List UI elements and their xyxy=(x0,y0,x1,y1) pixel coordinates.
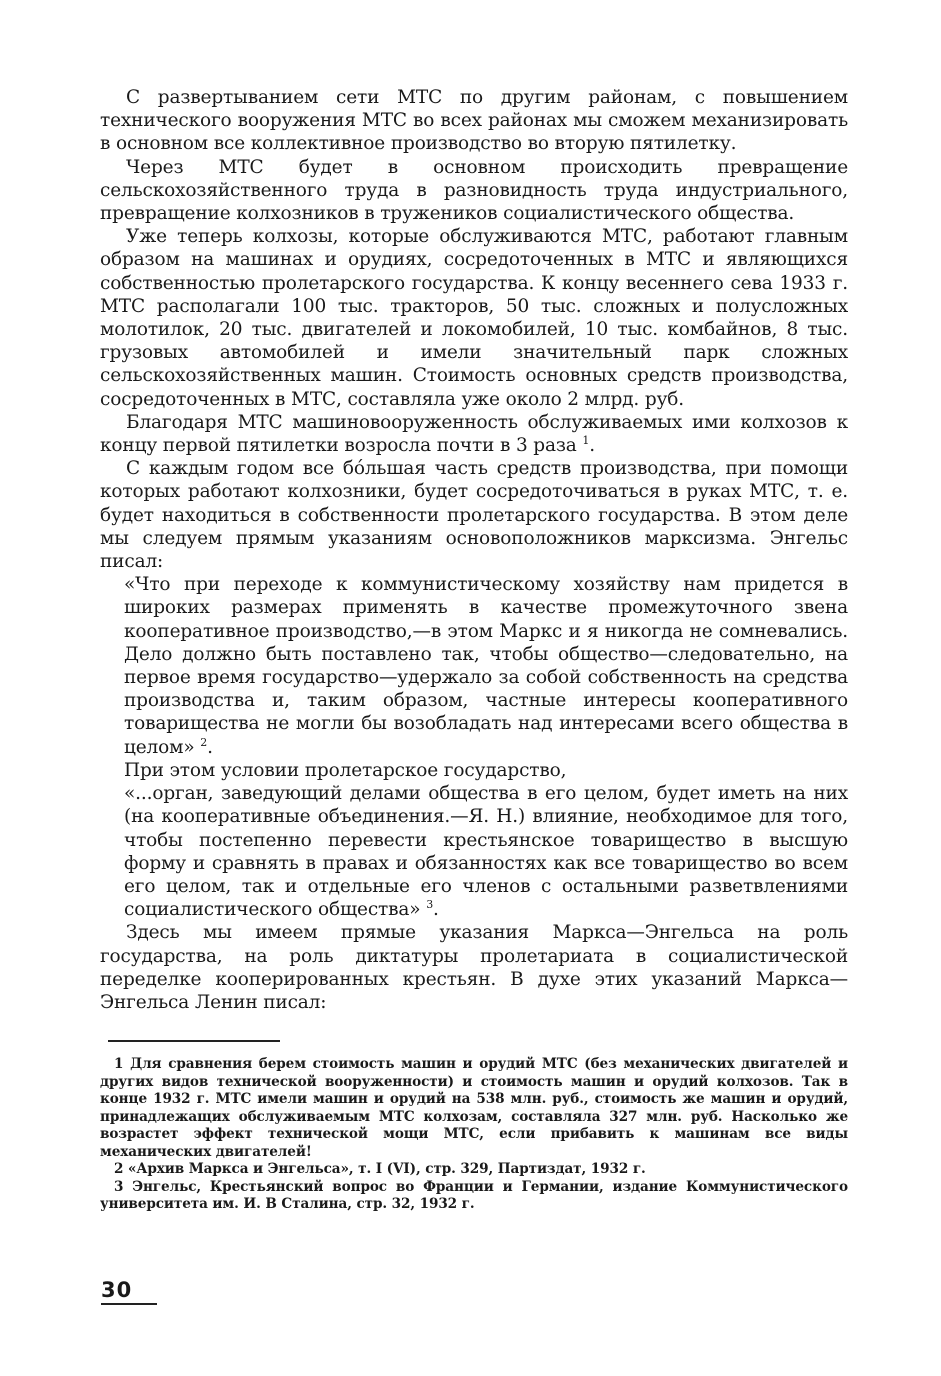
footnote-divider xyxy=(108,1040,280,1042)
paragraph: Благодаря МТС машиновооруженность обслуживаемых ими колхозов к концу первой пятилетки возросла почти в 3 раза $^1$. xyxy=(100,411,848,457)
quotation-lead: При этом условии пролетарское государство, xyxy=(124,759,567,781)
footnote: 2 «Архив Маркса и Энгельса», т. I (VI), стр. 329, Партиздат, 1932 г. xyxy=(114,1161,646,1178)
page-content xyxy=(100,86,848,1214)
paragraph: Здесь мы имеем прямые указания Маркса—Энгельса на роль государства, на роль диктатуры пролетариата в социалистической переделке кооперированных крестьян. В духе этих указаний Маркса—Энгельса Ленин писал: xyxy=(100,922,848,1013)
footnote-number: 3 xyxy=(114,1178,124,1195)
footnotes xyxy=(100,1056,848,1214)
footnote-number: 2 xyxy=(114,1161,124,1178)
paragraph: С развертыванием сети МТС по другим районам, с повышением технического вооружения МТС во всех районах мы сможем механизировать в основном все коллективное производство во вторую пятилетку. xyxy=(100,87,848,155)
footnote-ref: 1 xyxy=(582,433,590,447)
footnote: 1 Для сравнения берем стоимость машин и орудий МТС (без механических двигателей и других видов технической вооруженности) и стоимость машин и орудий колхозов. Так в конце 1932 г. МТС имели машин и орудий на 538 млн. руб., стоимость же машин и орудий, принадлежащих обслуживаемым МТС колхозам, составляла 327 млн. руб. Насколько же возрастет эффект технической мощи МТС, если прибавить к машинам все виды механических двигателей! xyxy=(100,1056,848,1160)
footnote-ref: 3 xyxy=(426,897,434,911)
paragraph: Уже теперь колхозы, которые обслуживаются МТС, работают главным образом на машинах и орудиях, сосредоточенных в МТС и являющихся собственностью пролетарского государства. К концу весеннего сева 1933 г. МТС располагали 100 тыс. тракторов, 50 тыс. сложных и полусложных молотилок, 20 тыс. двигателей и локомобилей, 10 тыс. комбайнов, 8 тыс. грузовых автомобилей и имели значительный парк сложных сельскохозяйственных машин. Стоимость основных средств производства, сосредоточенных в МТС, составляла уже около 2 млрд. руб. xyxy=(100,226,848,410)
footnote-ref: 2 xyxy=(200,735,208,749)
page-number-rule xyxy=(101,1303,157,1305)
main-text xyxy=(100,86,848,1014)
paragraph: С каждым годом все бо́льшая часть средств производства, при помощи которых работают колхозники, будет сосредоточиваться в руках МТС, т. е. будет находиться в собственности пролетарского государства. В этом деле мы следуем прямым указаниям основоположников марксизма. Энгельс писал: xyxy=(100,458,848,573)
footnote: 3 Энгельс, Крестьянский вопрос во Франции и Германии, издание Коммунистического университета им. И. В Сталина, стр. 32, 1932 г. xyxy=(100,1178,848,1213)
page-number: 30 xyxy=(101,1278,133,1302)
quotation: «Что при переходе к коммунистическому хозяйству нам придется в широких размерах применять в качестве промежуточного звена кооперативное производство,—в этом Маркс и я никогда не сомневались. Дело должно быть поставлено так, чтобы общество—следовательно, на первое время государство—удержало за собой собственность на средства производства и, таким образом, частные интересы кооперативного товарищества не могли бы возобладать над интересами всего общества в целом» $^2$. xyxy=(124,574,848,758)
footnote-number: 1 xyxy=(114,1056,124,1073)
quotation: «...орган, заведующий делами общества в его целом, будет иметь на них (на кооперативные объединения.—Я. Н.) влияние, необходимое для того, чтобы постепенно перевести крестьянское товарищество в высшую форму и сравнять в правах и обязанностях как все товарищество во всем его целом, так и отдельные его членов с остальными разветвлениями социалистического общества» $^3$. xyxy=(124,783,848,921)
paragraph: Через МТС будет в основном происходить превращение сельскохозяйственного труда в разновидность труда индустриального, превращение колхозников в тружеников социалистического общества. xyxy=(100,156,848,225)
